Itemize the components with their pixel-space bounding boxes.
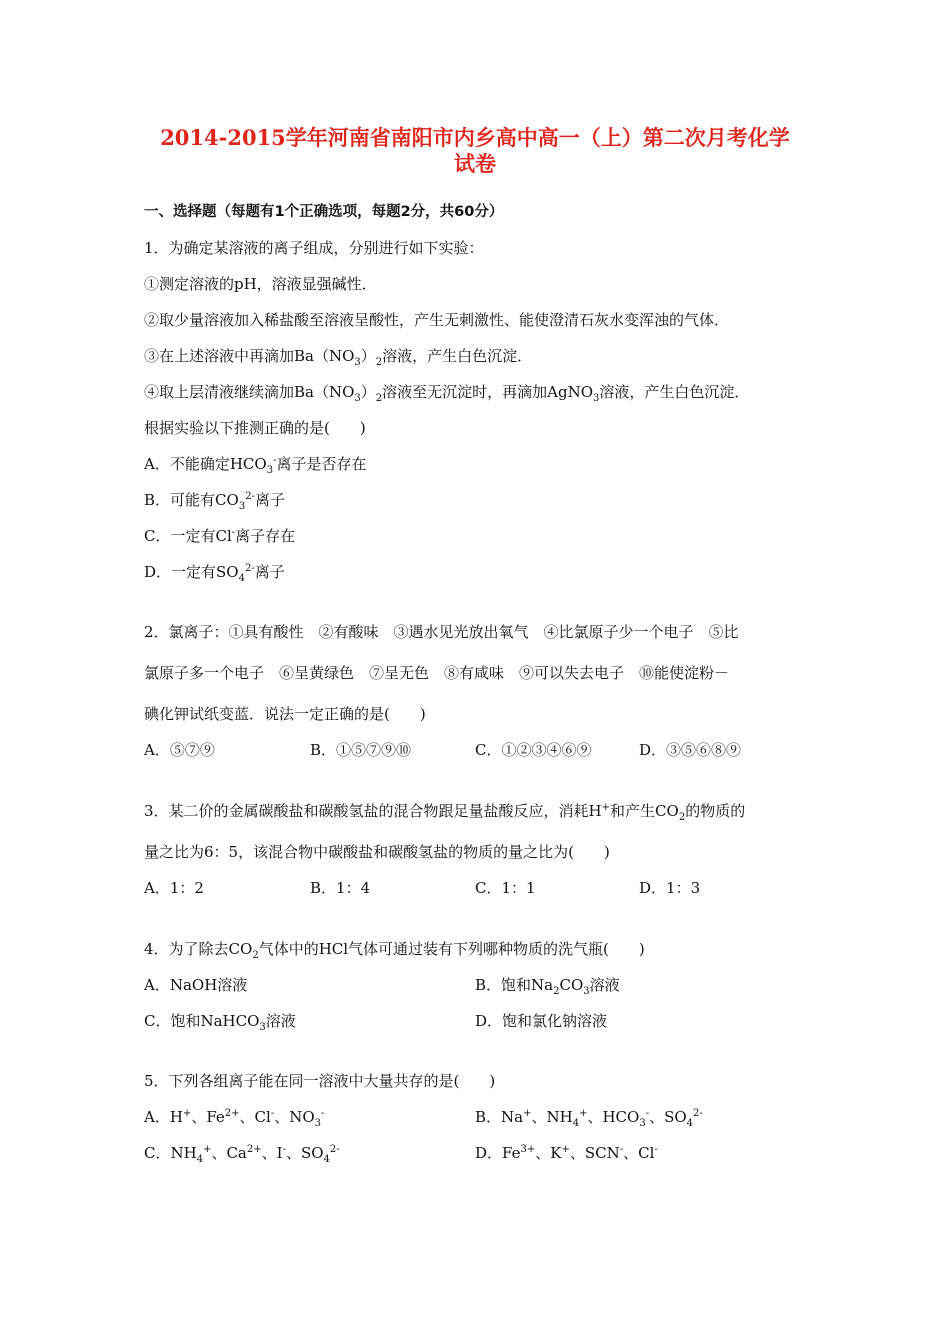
q4-option-b: B．饱和$Na_2CO_3$溶液 <box>475 976 620 997</box>
q5-option-a: A．H+、$Fe^{2+}$、Cl-、$NO_3^-$ <box>144 1108 325 1129</box>
q3-option-c: C．1：1 <box>475 879 536 897</box>
q1-option-b: B．可能有$CO_3^{2-}$离子 <box>144 491 285 512</box>
q3-option-a: A．1：2 <box>144 879 204 897</box>
q4-option-d: D．饱和氯化钠溶液 <box>475 1012 608 1030</box>
q1-stem: 1．为确定某溶液的离子组成，分别进行如下实验： <box>144 239 484 257</box>
q2-option-c: C．①②③④⑥⑨ <box>475 741 592 759</box>
q2-option-a: A．⑤⑦⑨ <box>144 741 215 759</box>
q2-option-d: D．③⑤⑥⑧⑨ <box>639 741 742 759</box>
q5-option-b: B．Na+、$NH_4^+$、$HCO_3^-$、$SO_4^{2-}$ <box>475 1108 703 1129</box>
q2-stem-line2: 氯原子多一个电子 ⑥呈黄绿色 ⑦呈无色 ⑧有咸味 ⑨可以失去电子 ⑩能使淀粉－ <box>144 664 730 682</box>
document-title-line2: 试卷 <box>454 151 496 176</box>
q2-stem-line1: 2．氯离子：①具有酸性 ②有酸味 ③遇水见光放出氧气 ④比氯原子少一个电子 ⑤比 <box>144 623 739 641</box>
q1-step4: ④取上层清液继续滴加$Ba(NO_3)_2$溶液至无沉淀时，再滴加AgNO$_3$溶液，产生白色沉淀． <box>144 383 750 404</box>
q3-stem-line1: 3．某二价的金属碳酸盐和碳酸氢盐的混合物跟足量盐酸反应，消耗H+和产生$CO_2$的物质的 <box>144 802 746 823</box>
q1-step2: ②取少量溶液加入稀盐酸至溶液呈酸性，产生无刺激性、能使澄清石灰水变浑浊的气体． <box>144 311 730 329</box>
q2-option-b: B．①⑤⑦⑨⑩ <box>310 741 412 759</box>
q2-stem-line3: 碘化钾试纸变蓝．说法一定正确的是( ) <box>144 705 426 723</box>
q1-step1: ①测定溶液的pH，溶液显强碱性． <box>144 275 377 293</box>
q4-stem: 4．为了除去$CO_2$气体中的HCl气体可通过装有下列哪种物质的洗气瓶( ) <box>144 940 645 961</box>
q4-option-c: C．饱和NaHCO$_3$溶液 <box>144 1012 296 1033</box>
q3-option-b: B．1：4 <box>310 879 371 897</box>
q1-question: 根据实验以下推测正确的是( ) <box>144 419 366 437</box>
q1-option-a: A．不能确定$HCO_3^-$离子是否存在 <box>144 455 367 476</box>
q5-option-c: C．$NH_4^+$、$Ca^{2+}$、I-、$SO_4^{2-}$ <box>144 1144 340 1165</box>
q5-stem: 5．下列各组离子能在同一溶液中大量共存的是( ) <box>144 1072 496 1090</box>
q3-option-d: D．1：3 <box>639 879 701 897</box>
q1-option-c: C．一定有Cl-离子存在 <box>144 527 296 545</box>
q3-stem-line2: 量之比为6：5，该混合物中碳酸盐和碳酸氢盐的物质的量之比为( ) <box>144 843 610 861</box>
document-title-line1: 2014-2015学年河南省南阳市内乡高中高一（上）第二次月考化学 <box>160 125 790 150</box>
q1-option-d: D．一定有$SO_4^{2-}$离子 <box>144 563 285 584</box>
q4-option-a: A．NaOH溶液 <box>144 976 248 994</box>
q1-step3: ③在上述溶液中再滴加$Ba(NO_3)_2$溶液，产生白色沉淀． <box>144 347 533 368</box>
q5-option-d: D．$Fe^{3+}$、K+、SCN-、Cl- <box>475 1144 658 1162</box>
section-heading: 一、选择题（每题有1个正确选项，每题2分，共60分） <box>144 204 504 220</box>
